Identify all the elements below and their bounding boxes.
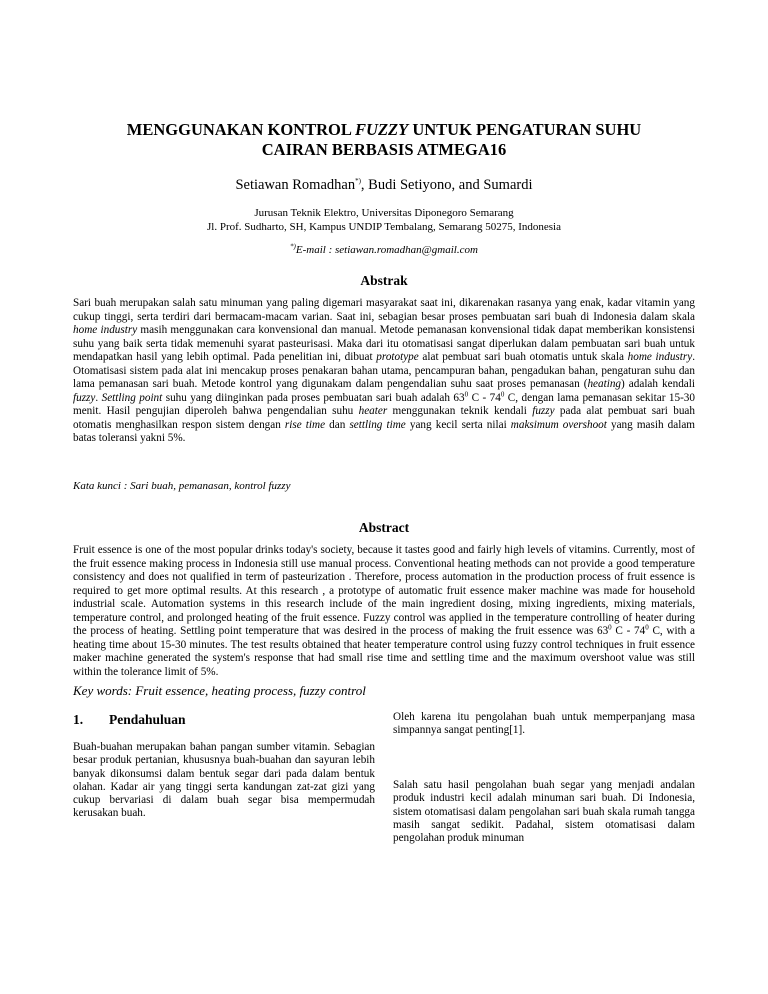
- abstract-body: Fruit essence is one of the most popular drinks today's society, because it tastes good and fairly high levels of vitamins. Currently, most of the fruit essence making process in Indonesia still use manual process. Conventional heating methods can not provide a good temperature consistency and does not qualified in term of pasteurization . Therefore, process automation in the production process of fruit essence is required to get more optimal results. At this research , a prototype of automatic fruit essence maker machine was made for household industrial scale. Automation systems in this research include of the main ingredient dosing, mixing ingredients, mixing materials, temperature control, and prolonged heating of the fruit essence. Fuzzy control was applied in the temperature controlling of heater during the process of heating. Settling point temperature that was desired in the process of making the fruit essence was $63^0$ C - $74^0$ C, with a heating time about 15-30 minutes. The test results obtained that heater temperature control using fuzzy control techniques in fruit essence maker machine generated the system's response that had small rise time and settling time and the maximum overshoot value was still within the tolerance limit of 5%.: [73, 544, 695, 678]
- authors: Setiawan Romadhan*), Budi Setiyono, and Sumardi: [235, 177, 533, 193]
- abstrak-heading: Abstrak: [360, 273, 408, 288]
- right-column-paragraph-1: Oleh karena itu pengolahan buah untuk memperpanjang masa simpannya sangat penting[1].: [393, 711, 695, 737]
- abstrak-keywords: Kata kunci : Sari buah, pemanasan, kontrol fuzzy: [73, 480, 291, 492]
- abstract-keywords: Key words: Fruit essence, heating process, fuzzy control: [73, 683, 366, 698]
- title-line-2: CAIRAN BERBASIS ATMEGA16: [261, 140, 507, 159]
- section-heading: 1. Pendahuluan: [73, 712, 186, 727]
- paper-title: [60, 120, 708, 160]
- abstract-heading: Abstract: [358, 520, 410, 535]
- left-column-paragraph: Buah-buahan merupakan bahan pangan sumber vitamin. Sebagian besar produk pertanian, khususnya buah-buahan dan sayuran lebih banyak dikonsumsi dalam bentuk segar dari pada dalam bentuk olahan. Kadar air yang tinggi serta kandungan zat-zat gizi yang cukup bervariasi di dalam buah segar bisa mempermudah kerusakan buah.: [73, 741, 375, 820]
- affiliation: Jurusan Teknik Elektro, Universitas Diponegoro Semarang Jl. Prof. Sudharto, SH, Kampus UNDIP Tembalang, Semarang 50275, Indonesia: [207, 207, 561, 233]
- corresponding-email: *)E-mail : setiawan.romadhan@gmail.com: [290, 242, 478, 256]
- title-line-1: MENGGUNAKAN KONTROL FUZZY UNTUK PENGATURAN SUHU: [126, 120, 642, 139]
- abstrak-body: Sari buah merupakan salah satu minuman yang paling digemari masyarakat saat ini, dikarenakan rasanya yang enak, kadar vitamin yang cukup tinggi, serta terdiri dari bermacam-macam varian. Saat ini, sebagian besar proses pembuatan sari buah di Indonesia dalam skala home industry masih menggunakan cara konvensional dan manual. Metode pemanasan konvensional tidak dapat memberikan konsistensi suhu yang baik serta tidak memenuhi syarat pasteurisasi. Maka dari itu otomatisasi sangat diperlukan dalam pembuatan sari buah untuk mendapatkan hasil yang lebih optimal. Pada penelitian ini, dibuat prototype alat pembuat sari buah otomatis untuk skala home industry. Otomatisasi sistem pada alat ini mencakup proses penakaran bahan utama, pencampuran bahan, pengadukan bahan, pengaturan suhu dan lama pemanasan sari buah. Metode kontrol yang digunakam dalam pengendalian suhu saat proses pemanasan (heating) adalah kendali fuzzy. Settling point suhu yang diinginkan pada proses pembuatan sari buah adalah $63^0$ C - $74^0$ C, dengan lama pemanasan sekitar 15-30 menit. Hasil pengujian diperoleh bahwa pengendalian suhu heater menggunakan teknik kendali fuzzy pada alat pembuat sari buah otomatis menghasilkan respon sistem dengan rise time dan settling time yang kecil serta nilai maksimum overshoot yang masih dalam batas toleransi yakni 5%.: [73, 297, 696, 444]
- right-column-paragraph-2: Salah satu hasil pengolahan buah segar yang menjadi andalan produk industri kecil adalah minuman sari buah. Di Indonesia, sistem otomatisasi dalam pengolahan sari buah skala rumah tangga masih sangat sedikit. Padahal, sistem otomatisasi dalam pengolahan produk minuman: [393, 779, 695, 845]
